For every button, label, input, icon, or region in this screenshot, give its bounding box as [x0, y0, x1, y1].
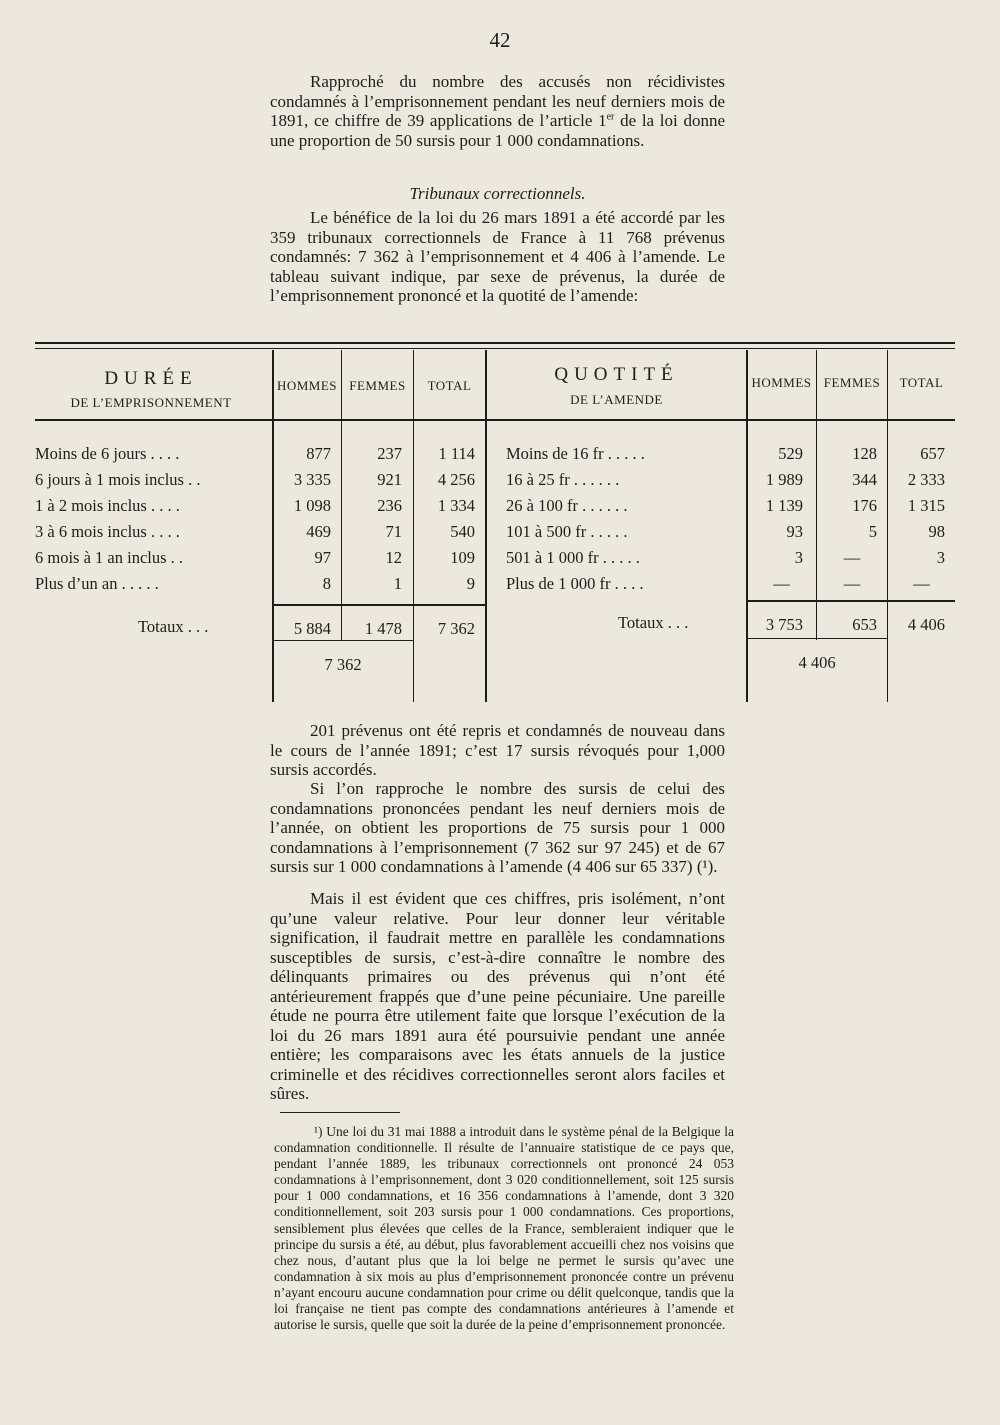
- left-col-femmes: FEMMES: [349, 378, 406, 393]
- left-total-femmes: 1 478: [364, 619, 402, 638]
- page-number: 42: [489, 28, 511, 52]
- cell-total: 1 334: [437, 496, 475, 515]
- left-total-total: 7 362: [437, 619, 475, 638]
- cell-femmes: —: [843, 574, 861, 593]
- intro-text-end: de la loi donne une proportion de 50 sursis pour 1 000 condamnations.: [270, 111, 726, 150]
- row-label: 26 à 100 fr . . . . . .: [506, 496, 628, 515]
- cell-hommes: 3 335: [293, 470, 331, 489]
- row-label: 3 à 6 mois inclus . . . .: [35, 522, 180, 541]
- row-label: 6 mois à 1 an inclus . .: [35, 548, 184, 567]
- left-col-total: TOTAL: [427, 378, 472, 393]
- right-title: QUOTITÉ: [554, 364, 679, 385]
- proportion-paragraph: Si l’on rapproche le nombre des sursis de celui des condamnations prononcées pendant les neuf derniers mois de l’année, on obtient les proportions de 75 sursis pour 1 000 condamnations à l’emprisonnement (7 362 sur 97 245) et de 67 sursis sur 1 000 condamnations à l’amende (4 406 sur 65 337) (¹).: [270, 779, 725, 876]
- right-col-femmes: FEMMES: [823, 375, 881, 390]
- cell-total: 98: [928, 522, 945, 541]
- left-grand-total: 7 362: [324, 655, 362, 674]
- cell-total: —: [913, 574, 930, 593]
- revocation-paragraph: 201 prévenus ont été repris et condamnés de nouveau dans le cours de l’année 1891; c’est 17 sursis révoqués pour 1,000 sursis accordés.: [270, 721, 725, 779]
- left-subtitle: DE L’EMPRISONNEMENT: [70, 395, 232, 410]
- left-total-hommes: 5 884: [293, 619, 331, 638]
- cell-hommes: 529: [778, 444, 803, 463]
- cell-femmes: 71: [385, 522, 402, 541]
- right-total-femmes: 653: [852, 615, 877, 634]
- cell-total: 540: [450, 522, 475, 541]
- cell-total: 657: [920, 444, 945, 463]
- left-title: DURÉE: [104, 368, 198, 389]
- row-label: 1 à 2 mois inclus . . . .: [35, 496, 180, 515]
- right-col-hommes: HOMMES: [751, 375, 812, 390]
- cell-hommes: —: [773, 574, 790, 593]
- cell-hommes: 8: [322, 574, 331, 593]
- tribunaux-paragraph: Le bénéfice de la loi du 26 mars 1891 a été accordé par les 359 tribunaux correctionnels de France à 11 768 prévenus condamnés: 7 362 à l’emprisonnement et 4 406 à l’amende. Le tableau suivant indique, par sexe de prévenus, la durée de l’emprisonnement prononcé et la quotité de l’amende:: [270, 208, 725, 305]
- footnote: ¹) Une loi du 31 mai 1888 a introduit dans le système pénal de la Belgique la condamnation conditionnelle. Il résulte de l’annuaire statistique de ce pays que, pendant l’année 1889, les tribunaux correctionnels ont prononcé 24 053 condamnations à l’emprisonnement, dont 3 020 conditionnellement, soit 125 sursis pour 1 000 condamnations, et 16 356 condamnations à l’amende, dont 3 320 conditionnellement, soit 203 sursis pour 1 000 condamnations. Ces proportions, sensiblement plus élevées que celles de la France, sembleraient indiquer que le principe du sursis a été, au début, plus favorablement accueilli chez nos voisins que chez nous, d’autant plus que la loi belge ne permet le sursis qu’avec une condamnation à six mois au plus d’emprisonnement prononcée contre un prévenu n’ayant encouru aucune condamnation pour crime ou délit quelconque, tandis que la loi française ne tient pas compte des condamnations antérieures à l’amende et autorise le sursis, quelle que soit la durée de la peine d’emprisonnement prononcée.: [274, 1124, 734, 1333]
- right-subtitle: DE L’AMENDE: [570, 392, 663, 407]
- right-col-total: TOTAL: [899, 375, 944, 390]
- cell-hommes: 1 139: [765, 496, 803, 515]
- cell-hommes: 3: [794, 548, 803, 567]
- article-superscript: er: [606, 111, 615, 123]
- cell-hommes: 93: [786, 522, 803, 541]
- cell-hommes: 469: [306, 522, 331, 541]
- cell-femmes: 344: [852, 470, 877, 489]
- conclusion-paragraph: Mais il est évident que ces chiffres, pris isolément, n’ont qu’une valeur relative. Pour leur donner leur véritable signification, il faudrait mettre en parallèle les condamnations susceptibles de sursis, c’est-à-dire connaître le nombre des délinquants primaires ou des prévenus qui n’ont été antérieurement frappés que d’une peine pécuniaire. Une pareille étude ne pourra être utilement faite que lorsque l’exécution de la loi du 26 mars 1891 aura été poursuivie pendant une année entière; les comparaisons avec les états annuels de la justice criminelle et des récidives correctionnelles seront alors faciles et sûres.: [270, 889, 725, 1103]
- cell-femmes: 237: [377, 444, 402, 463]
- cell-hommes: 877: [306, 444, 331, 463]
- cell-total: 1 315: [907, 496, 945, 515]
- cell-femmes: 921: [377, 470, 402, 489]
- row-label: 6 jours à 1 mois inclus . .: [35, 470, 201, 489]
- row-label: Moins de 6 jours . . . .: [35, 444, 180, 463]
- cell-total: 109: [450, 548, 475, 567]
- cell-total: 9: [466, 574, 475, 593]
- sentence-table: [30, 342, 955, 702]
- left-col-hommes: HOMMES: [276, 378, 338, 393]
- row-label: 16 à 25 fr . . . . . .: [506, 470, 620, 489]
- footnote-divider: [280, 1112, 400, 1113]
- cell-femmes: 12: [385, 548, 402, 567]
- row-label: Plus de 1 000 fr . . . .: [506, 574, 644, 593]
- right-grand-total: 4 406: [798, 653, 836, 672]
- cell-total: 1 114: [438, 444, 475, 463]
- intro-paragraph: [270, 72, 725, 150]
- cell-femmes: 5: [868, 522, 877, 541]
- section-title: Tribunaux correctionnels.: [409, 184, 586, 203]
- cell-total: 3: [936, 548, 945, 567]
- cell-hommes: 97: [314, 548, 331, 567]
- right-totals-label: Totaux . . .: [618, 613, 689, 632]
- cell-femmes: 128: [852, 444, 877, 463]
- article-number: 1: [598, 111, 607, 130]
- row-label: Moins de 16 fr . . . . .: [506, 444, 645, 463]
- cell-femmes: —: [843, 548, 861, 567]
- cell-femmes: 1: [393, 574, 402, 593]
- right-total-total: 4 406: [907, 615, 945, 634]
- row-label: Plus d’un an . . . . .: [35, 574, 159, 593]
- intro-text: Rapproché du nombre des accusés non récidivistes condamnés à l’emprisonnement pendant les neuf derniers mois de 1891, ce chiffre de 39 applications de l’article: [270, 72, 725, 130]
- left-totals-label: Totaux . . .: [138, 617, 209, 636]
- row-label: 501 à 1 000 fr . . . . .: [506, 548, 640, 567]
- cell-femmes: 176: [852, 496, 877, 515]
- cell-femmes: 236: [377, 496, 402, 515]
- cell-hommes: 1 989: [765, 470, 803, 489]
- right-total-hommes: 3 753: [765, 615, 803, 634]
- cell-total: 2 333: [907, 470, 945, 489]
- cell-total: 4 256: [437, 470, 475, 489]
- cell-hommes: 1 098: [293, 496, 331, 515]
- row-label: 101 à 500 fr . . . . .: [506, 522, 628, 541]
